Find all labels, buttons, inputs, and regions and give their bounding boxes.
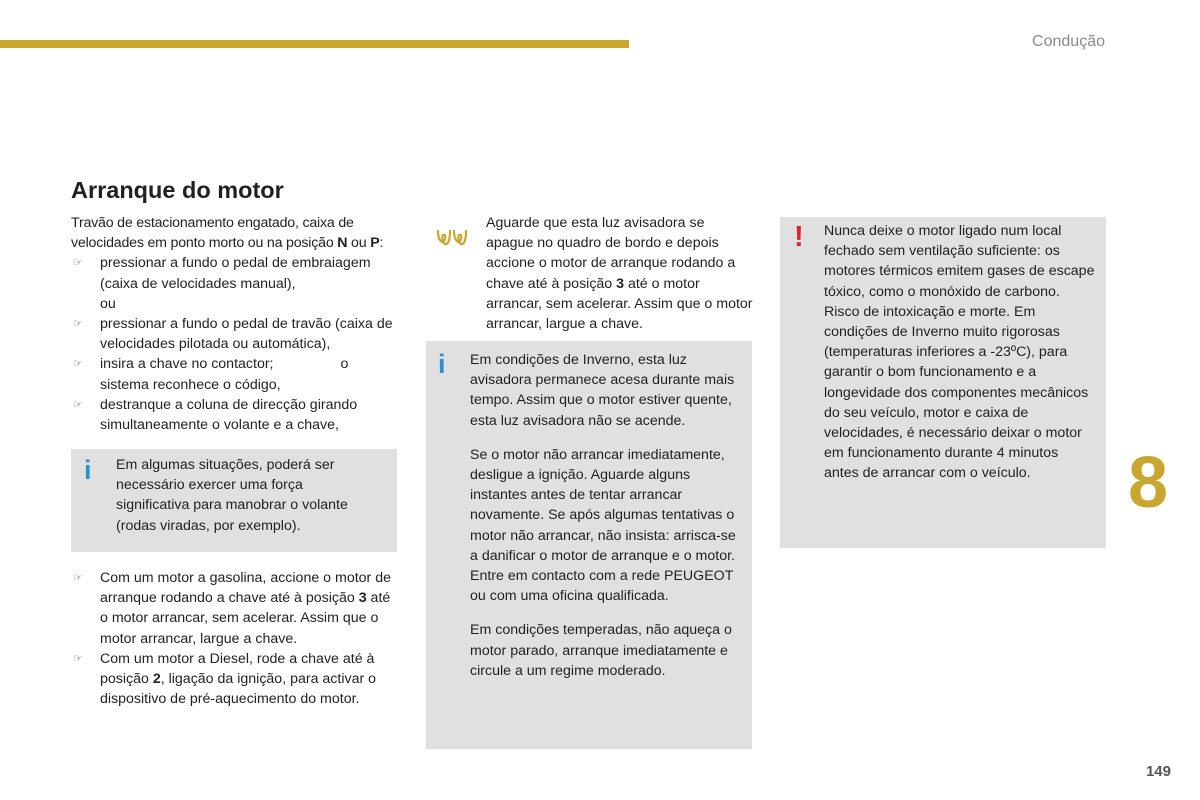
- info-box-text: [470, 350, 747, 695]
- info-paragraph: Em condições de Inverno, esta luz avisadora permanece acesa durante mais tempo. Assim que o motor estiver quente, esta luz avisadora não se acende.: [470, 352, 735, 429]
- section-title: Condução: [1032, 33, 1105, 50]
- bullet-item: ☞ Com um motor a Diesel, rode a chave até à posição 2, ligação da ignição, para activar o dispositivo de pré-aquecimento do motor.: [73, 650, 377, 708]
- warning-box: [780, 217, 1106, 548]
- bullet-icon: ☞: [73, 572, 83, 584]
- bullet-icon: ☞: [73, 318, 83, 331]
- bullet-icon: ☞: [73, 257, 83, 270]
- info-icon: i: [84, 455, 92, 485]
- intro-text: Travão de estacionamento engatado, caixa de velocidades em ponto morto ou na posição N ou P:: [71, 215, 384, 252]
- bullet-icon: ☞: [73, 652, 83, 665]
- left-column-bottom: [71, 568, 401, 709]
- or-text: ou: [100, 295, 116, 312]
- glow-plug-icon: [436, 227, 468, 249]
- info-paragraph: Se o motor não arrancar imediatamente, desligue a ignição. Aguarde alguns instantes antes de tentar arrancar novamente. Se após algumas tentativas o motor não arrancar, não insista: arrisca-se a danificar o motor de arranque e o motor. Entre em contacto com a rede PEUGEOT ou com uma oficina qualificada.: [470, 446, 736, 605]
- bullet-item: ☞ insira a chave no contactor; o sistema reconhece o código,: [73, 356, 353, 393]
- header-accent-bar: [0, 40, 629, 48]
- left-column-top: [71, 213, 401, 435]
- bullet-icon: ☞: [73, 398, 83, 411]
- bullet-item: ☞ Com um motor a gasolina, accione o motor de arranque rodando a chave até à posição 3 até o motor arrancar, sem acelerar. Assim que o motor arrancar, largue a chave.: [73, 570, 391, 647]
- info-text: Em algumas situações, poderá ser necessário exercer uma força significativa para manobrar o volante (rodas viradas, por exemplo).: [116, 457, 348, 534]
- warning-text: Nunca deixe o motor ligado num local fechado sem ventilação suficiente: os motores térmicos emitem gases de escape tóxico, como o monóxido de carbono. Risco de intoxicação e morte. Em condições de Inverno muito rigorosas (temperaturas inferiores a -23ºC), para garantir o bom funcionamento e a longevidade dos componentes mecânicos do seu veículo, motor e caixa de velocidades, é necessário deixar o motor em funcionamento durante 4 minutos antes de arrancar com o veículo.: [824, 223, 1095, 482]
- chapter-number: 8: [1128, 443, 1169, 523]
- page-number: 149: [1145, 763, 1171, 780]
- bullet-item: ☞ destranque a coluna de direcção girando simultaneamente o volante e a chave,: [73, 396, 358, 434]
- bullet-item: ☞ pressionar a fundo o pedal de embraiagem (caixa de velocidades manual),: [73, 255, 371, 292]
- glow-plug-text: Aguarde que esta luz avisadora se apague no quadro de bordo e depois accione o motor de arranque rodando a chave até à posição 3 até o motor arrancar, sem acelerar. Assim que o motor arrancar, largue a chave.: [486, 215, 753, 333]
- info-box-winter: [426, 341, 752, 749]
- info-paragraph: Em condições temperadas, não aqueça o motor parado, arranque imediatamente e circule a um regime moderado.: [470, 622, 732, 679]
- bullet-icon: ☞: [73, 358, 83, 371]
- info-box-steering: [71, 449, 397, 552]
- warning-icon: !: [794, 221, 804, 253]
- bullet-item: ☞ pressionar a fundo o pedal de travão (caixa de velocidades pilotada ou automática),: [73, 316, 393, 353]
- info-icon: i: [438, 349, 446, 379]
- page-title: Arranque do motor: [71, 177, 284, 203]
